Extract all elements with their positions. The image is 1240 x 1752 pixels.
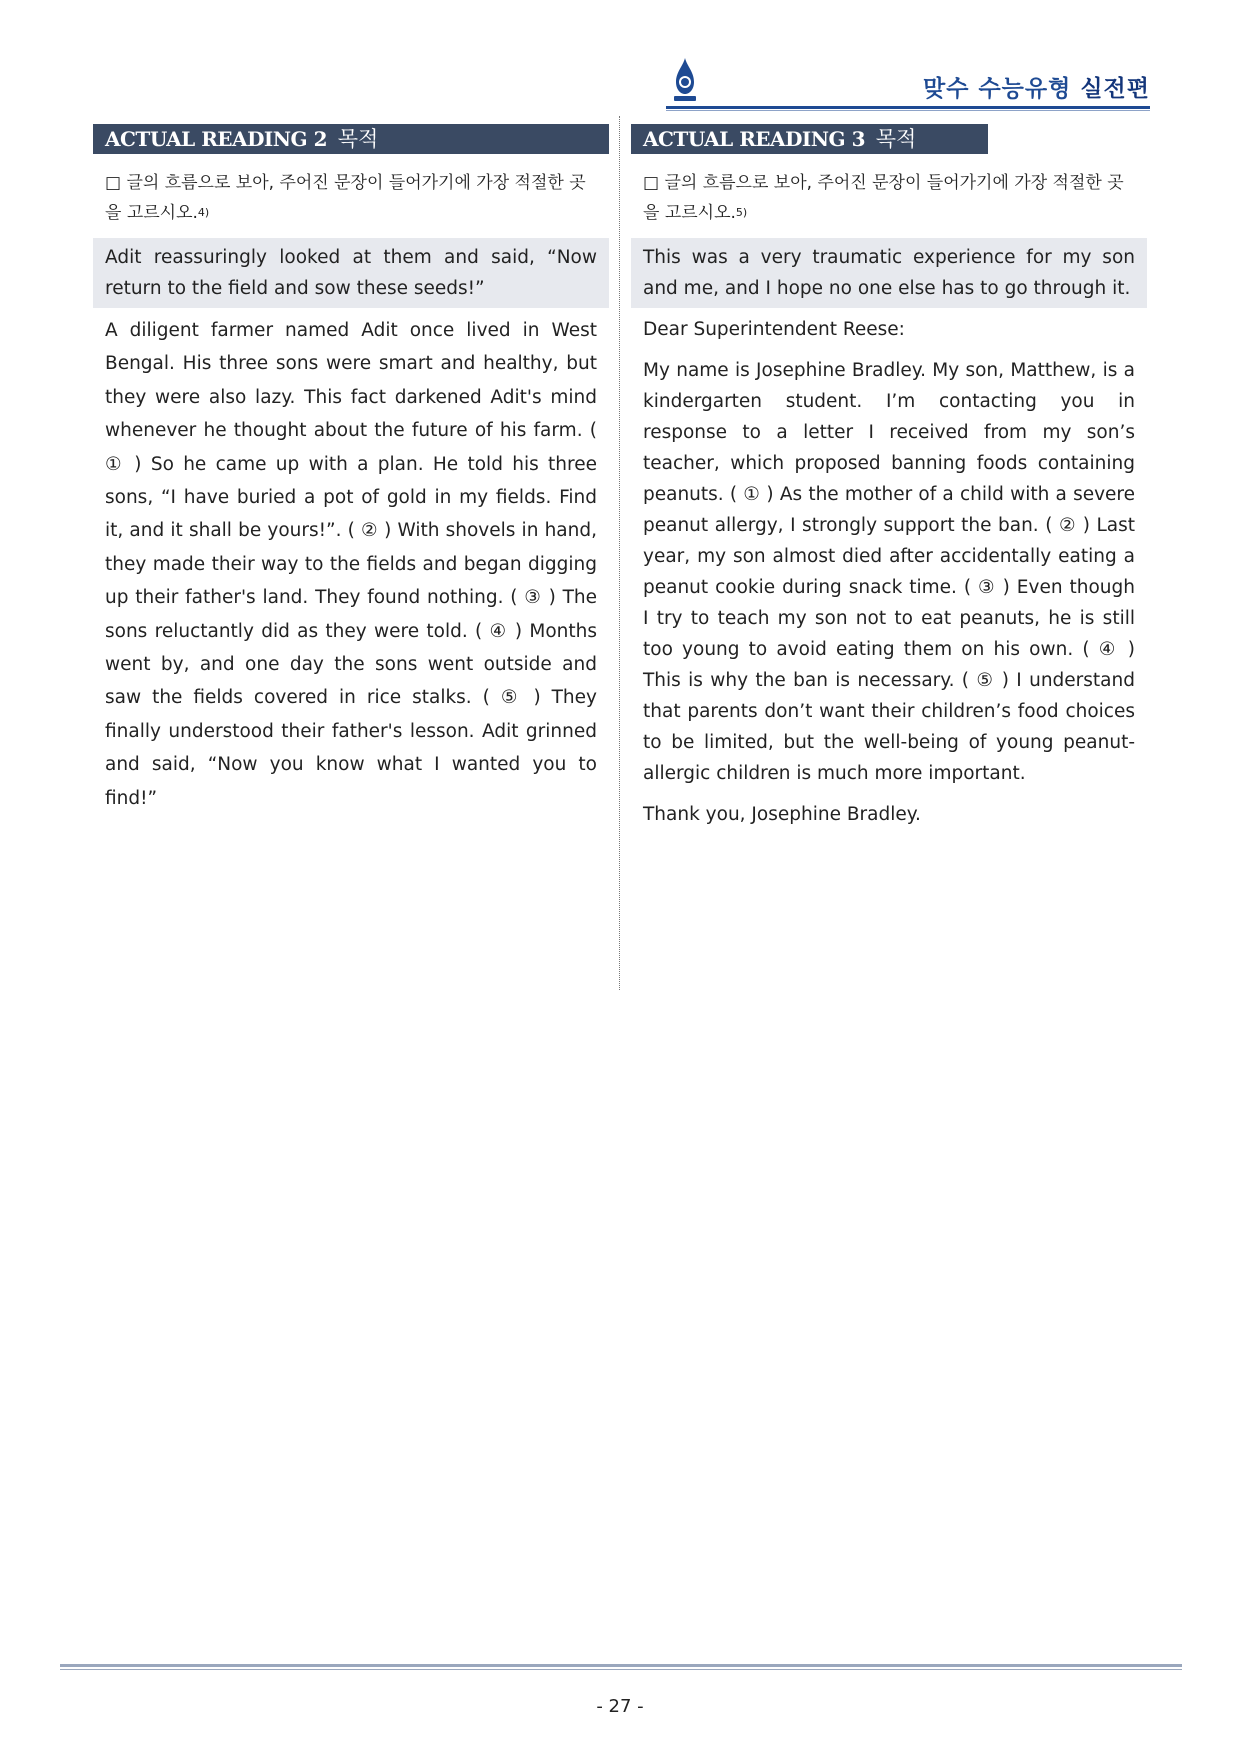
reading-2-section [93, 124, 609, 815]
series-title-bold: 실전편 [1080, 76, 1150, 102]
reading-2-header-bar [93, 124, 609, 154]
pen-nib-icon [670, 56, 700, 104]
reading-2-footnote: 4) [197, 206, 210, 219]
reading-2-category: 목적 [337, 127, 379, 151]
reading-3-section [631, 124, 1147, 830]
page-header [660, 50, 1150, 112]
reading-2-passage: A diligent farmer named Adit once lived in West Bengal. His three sons were smart and healthy, but they were also lazy. This fact darkened Adit's mind whenever he thought about the future of his farm. ( ① ) So he came up with a plan. He told his three sons, “I have buried a pot of gold in my fields. Find it, and it shall be yours!”. ( ② ) With shovels in hand, they made their way to the fields and began digging up their father's land. They found nothing. ( ③ ) The sons reluctantly did as they were told. ( ④ ) Months went by, and one day the sons went outside and saw the fields covered in rice stalks. ( ⑤ ) They finally understood their father's lesson. Adit grinned and said, “Now you know what I wanted you to find!” [105, 320, 597, 809]
header-rule-thin [666, 110, 1150, 111]
series-title [923, 70, 1150, 103]
reading-3-category: 목적 [875, 127, 917, 151]
reading-3-label: ACTUAL READING 3 [643, 127, 866, 151]
reading-2-given-sentence: Adit reassuringly looked at them and said, “Now return to the field and sow these seeds!” [93, 238, 609, 308]
page-number: - 27 - [596, 1696, 644, 1717]
reading-2-instruction [93, 168, 609, 228]
reading-3-footnote: 5) [735, 206, 748, 219]
series-title-main: 맞수 수능유형 [923, 76, 1072, 102]
footer-rule [60, 1664, 1182, 1667]
reading-2-instruction-text: □ 글의 흐름으로 보아, 주어진 문장이 들어가기에 가장 적절한 곳을 고르시오. [105, 173, 586, 223]
reading-3-instruction [631, 168, 1147, 228]
reading-3-salutation: Dear Superintendent Reese: [643, 319, 905, 340]
reading-3-instruction-text: □ 글의 흐름으로 보아, 주어진 문장이 들어가기에 가장 적절한 곳을 고르시오. [643, 173, 1124, 223]
reading-2-label: ACTUAL READING 2 [105, 127, 328, 151]
reading-3-header-bar [631, 124, 988, 154]
column-divider [619, 116, 620, 990]
reading-3-passage: My name is Josephine Bradley. My son, Matthew, is a kindergarten student. I’m contacting you in response to a letter I received from my son’s teacher, which proposed banning foods containing peanuts. ( ① ) As the mother of a child with a severe peanut allergy, I strongly support the ban. ( ② ) Last year, my son almost died after accidentally eating a peanut cookie during snack time. ( ③ ) Even though I try to teach my son not to eat peanuts, he is still too young to avoid eating them on his own. ( ④ ) This is why the ban is necessary. ( ⑤ ) I understand that parents don’t want their children’s food choices to be limited, but the well-being of young peanut-allergic children is much more important. [643, 360, 1135, 784]
reading-3-given-sentence: This was a very traumatic experience for my son and me, and I hope no one else has to go through it. [631, 238, 1147, 308]
footer-rule-thin [60, 1669, 1182, 1670]
header-rule [666, 106, 1150, 109]
reading-3-letter [631, 308, 1147, 830]
reading-3-closing: Thank you, Josephine Bradley. [643, 804, 921, 825]
